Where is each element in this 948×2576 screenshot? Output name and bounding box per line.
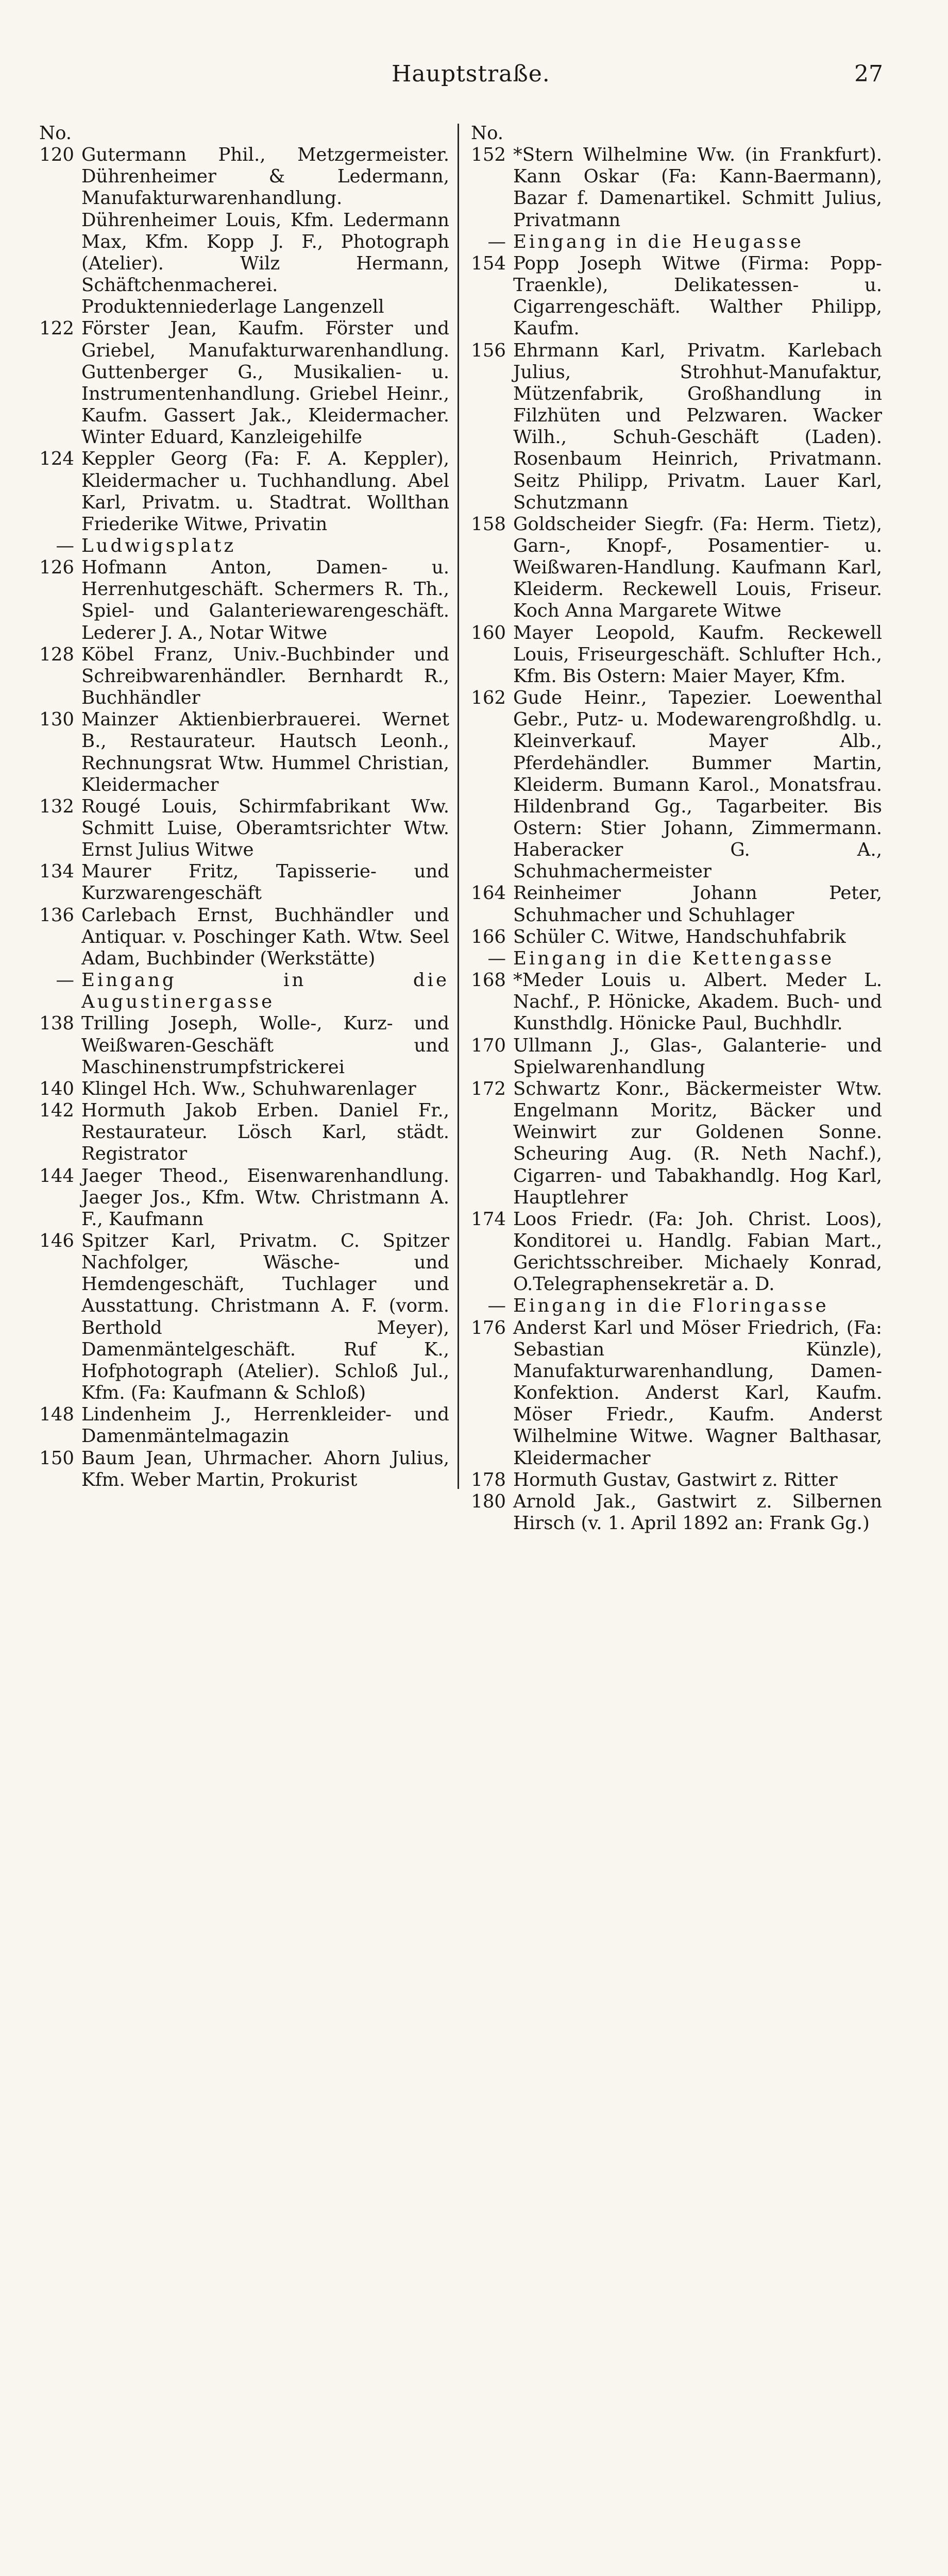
house-number: 162: [471, 687, 506, 709]
entry-text: *Stern Wilhelmine Ww. (in Frankfurt). Kann Oskar (Fa: Kann-Baermann), Bazar f. Damenartikel. Schmitt Julius, Privatmann: [513, 144, 882, 231]
entry-text: Reinheimer Johann Peter, Schuhmacher und Schuhlager: [513, 883, 882, 926]
entry-text: Jaeger Theod., Eisenwarenhandlung. Jaeger Jos., Kfm. Wtw. Christmann A. F., Kaufmann: [81, 1165, 449, 1230]
house-number: 132: [39, 795, 74, 817]
house-number: 120: [39, 144, 74, 166]
street-entrance-row: [37, 970, 449, 1013]
house-number: —: [56, 970, 74, 991]
address-entry: [469, 1209, 882, 1296]
house-number: —: [487, 947, 506, 969]
address-entry: [37, 1100, 449, 1165]
entry-text: Gutermann Phil., Metzgermeister. Dührenheimer & Ledermann, Manufakturwarenhandlung. Dührenheimer Louis, Kfm. Ledermann Max, Kfm. Kopp J. F., Photograph (Atelier). Wilz Hermann, Schäftchenmacherei. Produktenniederlage Langenzell: [81, 144, 449, 318]
entry-text: Schüler C. Witwe, Handschuhfabrik: [513, 926, 846, 947]
house-number: —: [487, 1295, 506, 1317]
house-number: 172: [471, 1078, 506, 1099]
entry-text: Mainzer Aktienbierbrauerei. Wernet B., Restaurateur. Hautsch Leonh., Rechnungsrat Wtw. Hummel Christian, Kleidermacher: [81, 709, 449, 795]
entry-text: Schwartz Konr., Bäckermeister Wtw. Engelmann Moritz, Bäcker und Weinwirt zur Goldenen Sonne. Scheuring Aug. (R. Neth Nachf.), Cigarren- und Tabakhandlg. Hog Karl, Hauptlehrer: [513, 1078, 882, 1208]
entry-text: Köbel Franz, Univ.-Buchbinder und Schreibwarenhändler. Bernhardt R., Buchhändler: [81, 643, 449, 709]
house-number: 122: [39, 318, 74, 340]
house-number: 128: [39, 643, 74, 665]
address-entry: [37, 905, 449, 970]
house-number: 146: [39, 1230, 74, 1251]
address-entry: [469, 883, 882, 926]
entry-text: Hormuth Gustav, Gastwirt z. Ritter: [513, 1469, 838, 1490]
house-number: 148: [39, 1404, 74, 1426]
entry-text: Ludwigsplatz: [81, 535, 236, 556]
address-entry: [469, 970, 882, 1035]
house-number: 168: [471, 970, 506, 991]
address-entry: [37, 557, 449, 644]
page-number: 27: [854, 61, 883, 87]
entry-text: Ehrmann Karl, Privatm. Karlebach Julius, Strohhut-Manufaktur, Mützenfabrik, Großhandlung in Filzhüten und Pelzwaren. Wacker Wilh., Schuh-Geschäft (Laden). Rosenbaum Heinrich, Privatmann. Seitz Philipp, Privatm. Lauer Karl, Schutzmann: [513, 340, 882, 513]
house-number: 136: [39, 904, 74, 926]
house-number: 174: [471, 1208, 506, 1230]
right-column: [469, 123, 882, 1534]
address-entry: [469, 514, 882, 622]
house-number: 158: [471, 513, 506, 535]
entry-text: Goldscheider Siegfr. (Fa: Herm. Tietz), Garn-, Knopf-, Posamentier- u. Weißwaren-Handlung. Kaufmann Karl, Kleiderm. Reckewell Louis, Friseur. Koch Anna Margarete Witwe: [513, 513, 882, 622]
address-entry: [469, 1469, 882, 1491]
house-number: 164: [471, 883, 506, 904]
house-number: 134: [39, 861, 74, 883]
entry-text: Maurer Fritz, Tapisserie- und Kurzwarengeschäft: [81, 861, 449, 904]
street-entrance-row: [469, 231, 882, 253]
address-entry: [469, 622, 882, 687]
address-entry: [37, 1013, 449, 1078]
address-entry: [469, 144, 882, 231]
house-number: 160: [471, 622, 506, 643]
entry-text: Klingel Hch. Ww., Schuhwarenlager: [81, 1078, 416, 1099]
house-number: —: [487, 231, 506, 252]
house-number: 142: [39, 1100, 74, 1122]
left-column: [37, 123, 449, 1491]
house-number: 176: [471, 1317, 506, 1338]
house-number: 130: [39, 709, 74, 731]
house-number: 126: [39, 557, 74, 579]
street-entrance-row: [469, 1295, 882, 1317]
address-entry: [37, 709, 449, 796]
column-no-label: No.: [471, 123, 504, 144]
entry-text: Arnold Jak., Gastwirt z. Silbernen Hirsch (v. 1. April 1892 an: Frank Gg.): [513, 1490, 882, 1534]
address-entry: [37, 1165, 449, 1230]
entry-text: Eingang in die Floringasse: [513, 1295, 829, 1317]
column-divider: [458, 124, 459, 1489]
entry-text: Rougé Louis, Schirmfabrikant Ww. Schmitt Luise, Oberamtsrichter Wtw. Ernst Julius Witwe: [81, 795, 449, 861]
entry-text: Gude Heinr., Tapezier. Loewenthal Gebr., Putz- u. Modewarengroßhdlg. u. Kleinverkauf. Mayer Alb., Pferdehändler. Bummer Martin, Kleiderm. Bumann Karol., Monatsfrau. Hildenbrand Gg., Tagarbeiter. Bis Ostern: Stier Johann, Zimmermann. Haberacker G. A., Schuhmachermeister: [513, 687, 882, 883]
address-entry: [469, 1078, 882, 1209]
house-number: 138: [39, 1013, 74, 1035]
entry-text: Eingang in die Heugasse: [513, 231, 804, 252]
column-no-label: No.: [39, 123, 72, 144]
address-entry: [37, 644, 449, 709]
footer: [0, 1582, 948, 1638]
address-entry: [469, 1035, 882, 1078]
page-title: Hauptstraße.: [392, 61, 550, 87]
entry-text: Trilling Joseph, Wolle-, Kurz- und Weißwaren-Geschäft und Maschinenstrumpfstrickerei: [81, 1013, 449, 1078]
house-number: 124: [39, 448, 74, 470]
entry-text: Hofmann Anton, Damen- u. Herrenhutgeschäft. Schermers R. Th., Spiel- und Galanteriewarengeschäft. Lederer J. A., Notar Witwe: [81, 557, 449, 643]
entry-text: Popp Joseph Witwe (Firma: Popp-Traenkle), Delikatessen- u. Cigarrengeschäft. Walther Philipp, Kaufm.: [513, 252, 882, 340]
entry-text: Spitzer Karl, Privatm. C. Spitzer Nachfolger, Wäsche- und Hemdengeschäft, Tuchlager und Ausstattung. Christmann A. F. (vorm. Berthold Meyer), Damenmäntelgeschäft. Ruf K., Hofphotograph (Atelier). Schloß Jul., Kfm. (Fa: Kaufmann & Schloß): [81, 1230, 449, 1404]
entry-text: Anderst Karl und Möser Friedrich, (Fa: Sebastian Künzle), Manufakturwarenhandlung, Damen-Konfektion. Anderst Karl, Kaufm. Möser Friedr., Kaufm. Anderst Wilhelmine Witwe. Wagner Balthasar, Kleidermacher: [513, 1317, 882, 1469]
house-number: 178: [471, 1469, 506, 1490]
entry-text: Loos Friedr. (Fa: Joh. Christ. Loos), Konditorei u. Handlg. Fabian Mart., Gerichtsschreiber. Michaely Konrad, O.Telegraphensekretär a. D.: [513, 1208, 882, 1295]
street-entrance-row: [37, 535, 449, 557]
house-number: 156: [471, 340, 506, 361]
house-number: 154: [471, 252, 506, 274]
house-number: 180: [471, 1490, 506, 1512]
address-entry: [37, 448, 449, 535]
address-entry: [469, 1491, 882, 1534]
address-entry: [37, 1078, 449, 1100]
entry-text: Förster Jean, Kaufm. Förster und Griebel, Manufakturwarenhandlung. Guttenberger G., Musikalien- u. Instrumentenhandlung. Griebel Heinr., Kaufm. Gassert Jak., Kleidermacher. Winter Eduard, Kanzleigehilfe: [81, 318, 449, 448]
address-entry: [37, 1404, 449, 1447]
address-entry: [469, 1317, 882, 1469]
address-entry: [37, 1448, 449, 1491]
entry-text: Carlebach Ernst, Buchhändler und Antiquar. v. Poschinger Kath. Wtw. Seel Adam, Buchbinder (Werkstätte): [81, 904, 449, 969]
entry-text: Eingang in die Kettengasse: [513, 947, 835, 969]
entry-text: *Meder Louis u. Albert. Meder L. Nachf., P. Hönicke, Akadem. Buch- und Kunsthdlg. Hönicke Paul, Buchhdlr.: [513, 970, 882, 1035]
house-number: 150: [39, 1447, 74, 1469]
entry-text: Hormuth Jakob Erben. Daniel Fr., Restaurateur. Lösch Karl, städt. Registrator: [81, 1100, 449, 1165]
entry-text: Lindenheim J., Herrenkleider- und Damenmäntelmagazin: [81, 1404, 449, 1447]
entry-text: Baum Jean, Uhrmacher. Ahorn Julius, Kfm. Weber Martin, Prokurist: [81, 1447, 449, 1490]
house-number: 144: [39, 1165, 74, 1187]
address-entry: [37, 796, 449, 861]
address-entry: [37, 318, 449, 448]
address-entry: [37, 861, 449, 904]
address-entry: [469, 926, 882, 948]
address-entry: [37, 1230, 449, 1404]
house-number: 140: [39, 1078, 74, 1099]
entry-text: Eingang in die Augustinergasse: [81, 970, 449, 1013]
address-entry: [469, 253, 882, 340]
house-number: 166: [471, 926, 506, 947]
entry-text: Ullmann J., Glas-, Galanterie- und Spielwarenhandlung: [513, 1035, 882, 1078]
entry-text: Keppler Georg (Fa: F. A. Keppler), Kleidermacher u. Tuchhandlung. Abel Karl, Privatm. u. Stadtrat. Wollthan Friederike Witwe, Privatin: [81, 448, 449, 535]
left-entry-list: [37, 144, 449, 1491]
right-entry-list: [469, 144, 882, 1534]
address-entry: [37, 144, 449, 318]
house-number: —: [56, 535, 74, 556]
street-entrance-row: [469, 948, 882, 970]
address-entry: [469, 340, 882, 514]
address-entry: [469, 687, 882, 883]
house-number: 170: [471, 1035, 506, 1056]
house-number: 152: [471, 144, 506, 166]
entry-text: Mayer Leopold, Kaufm. Reckewell Louis, Friseurgeschäft. Schlufter Hch., Kfm. Bis Ostern: Maier Mayer, Kfm.: [513, 622, 882, 687]
